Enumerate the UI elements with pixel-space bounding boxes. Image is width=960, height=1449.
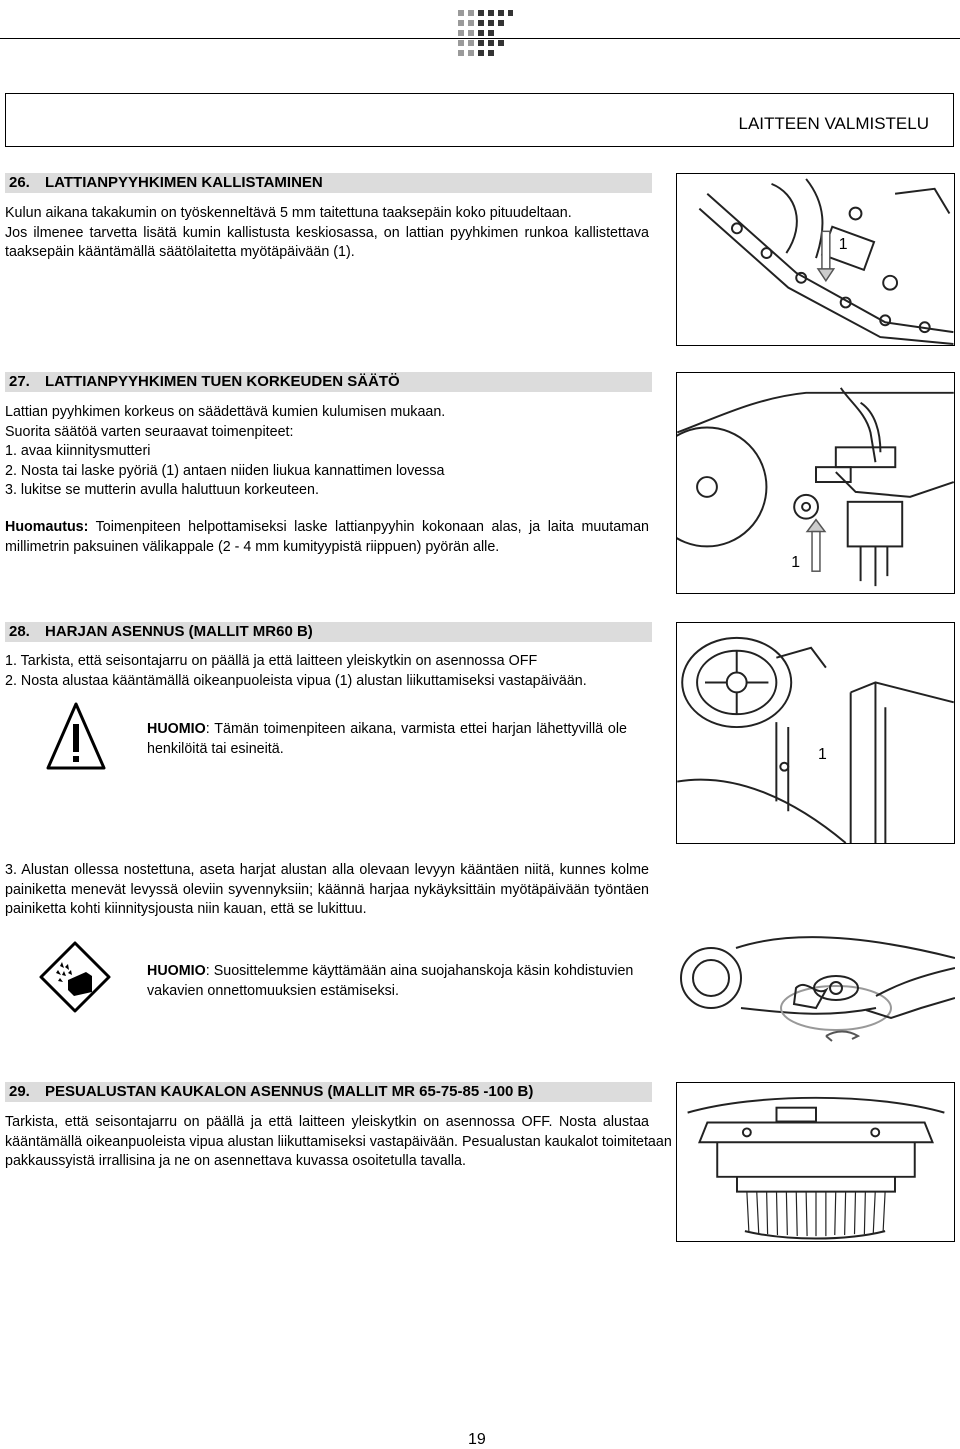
page-header [5,93,954,147]
list-item: 1. avaa kiinnitysmutteri [5,443,151,459]
section-28-warning [147,720,627,759]
glove-hazard-icon [38,940,112,1014]
splash-guard-figure [676,1082,955,1242]
section-27-note [5,518,649,557]
section-29-body [5,1113,672,1172]
section-28-heading [5,622,652,642]
warning-text: vakavien onnettomuuksien estämiseksi. [147,982,399,999]
squeegee-tilt-illustration [677,174,954,345]
section-number: 29. [9,1083,30,1100]
paragraph-line: taaksepäin kääntämällä säätölaitetta myötäpäivään (1). [5,244,355,260]
paragraph-line: Suorita säätöä varten seuraavat toimenpiteet: [5,423,294,440]
brush-deck-lift-illustration [677,623,954,843]
paragraph-line: kääntämällä oikeanpuoleista vipua alustan liikuttamiseksi vastapäivään. Pesualustan kaukalot toimitetaan [5,1133,672,1150]
section-28-glove-warning [147,962,634,1001]
page-number: 19 [468,1431,486,1448]
list-item: 1. Tarkista, että seisontajarru on päällä ja että laitteen yleiskytkin on asennossa OFF [5,653,538,669]
warning-label: HUOMIO [147,963,206,979]
section-26-heading [5,173,652,193]
section-28-steps [5,652,649,691]
warning-label: HUOMIO [147,721,206,737]
note-text: Toimenpiteen helpottamiseksi laske lattianpyyhin kokonaan alas, ja laita muutaman [88,519,649,535]
figure-callout: 1 [838,236,848,254]
brand-logo [456,6,514,58]
paragraph-line: Jos ilmenee tarvetta lisätä kumin kallistusta keskiosassa, on lattian pyyhkimen runkoa kallistettava [5,224,649,241]
warning-triangle-icon [45,700,107,772]
warning-text: henkilöitä tai esineitä. [147,740,284,757]
paragraph-line: pakkaussyistä irrallisina ja ne on asennettava kuvassa osoitetulla tavalla. [5,1153,466,1169]
section-title: PESUALUSTAN KAUKALON ASENNUS (MALLIT MR 65-75-85 -100 B) [45,1083,534,1100]
warning-text: : Suosittelemme käyttämään aina suojahanskoja käsin kohdistuvien [205,963,634,979]
squeegee-height-figure [676,372,955,594]
brush-fitting-illustration [676,918,955,1058]
section-title: LATTIANPYYHKIMEN KALLISTAMINEN [45,174,323,191]
section-number: 27. [9,373,30,390]
list-item: 2. Nosta alustaa kääntämällä oikeanpuoleista vipua (1) alustan liikuttamiseksi vastapäivään. [5,672,587,689]
splash-guard-illustration [677,1083,954,1241]
paragraph-line: painiketta menevät levyssä oleviin syvennyksiin; käännä harjaa nykäyksittäin myötäpäivään työntäen [5,881,649,898]
note-text: millimetrin paksuinen välikappale (2 - 4 mm kumityypistä riippuen) pyörän alle. [5,538,500,555]
warning-text: : Tämän toimenpiteen aikana, varmista ettei harjan lähettyvillä ole [205,721,627,737]
paragraph-line: Tarkista, että seisontajarru on päällä ja että laitteen yleiskytkin on asennossa OFF. Nosta alustaa [5,1114,649,1130]
section-number: 28. [9,623,30,640]
paragraph-line: Kulun aikana takakumin on työskenneltävä 5 mm taitettuna taaksepäin koko pituudeltaan. [5,205,572,221]
brush-fitting-figure [676,918,955,1058]
figure-callout: 1 [817,745,827,763]
section-27-heading [5,372,652,392]
squeegee-tilt-figure [676,173,955,346]
paragraph-line: Lattian pyyhkimen korkeus on säädettävä kumien kulumisen mukaan. [5,404,446,420]
figure-callout: 1 [791,554,801,572]
list-item: 3. lukitse se mutterin avulla haluttuun korkeuteen. [5,482,319,498]
section-26-body [5,204,649,263]
section-29-heading [5,1082,652,1102]
section-28-step3 [5,861,649,920]
squeegee-height-illustration [677,373,954,593]
section-number: 26. [9,174,30,191]
section-title: HARJAN ASENNUS (MALLIT MR60 B) [45,623,313,640]
paragraph-line: 3. Alustan ollessa nostettuna, aseta harjat alustan alla olevaan levyyn kääntäen niitä, kunnes kolme [5,862,649,878]
page-title: LAITTEEN VALMISTELU [738,114,929,133]
note-label: Huomautus: [5,519,89,535]
brush-deck-lift-figure [676,622,955,844]
section-27-body [5,403,645,501]
list-item: 2. Nosta tai laske pyöriä (1) antaen niiden liukua kannattimen lovessa [5,462,445,479]
section-title: LATTIANPYYHKIMEN TUEN KORKEUDEN SÄÄTÖ [45,373,400,390]
paragraph-line: painiketta kohti kiinnitysjousta niin kauan, että se lukittuu. [5,901,367,917]
